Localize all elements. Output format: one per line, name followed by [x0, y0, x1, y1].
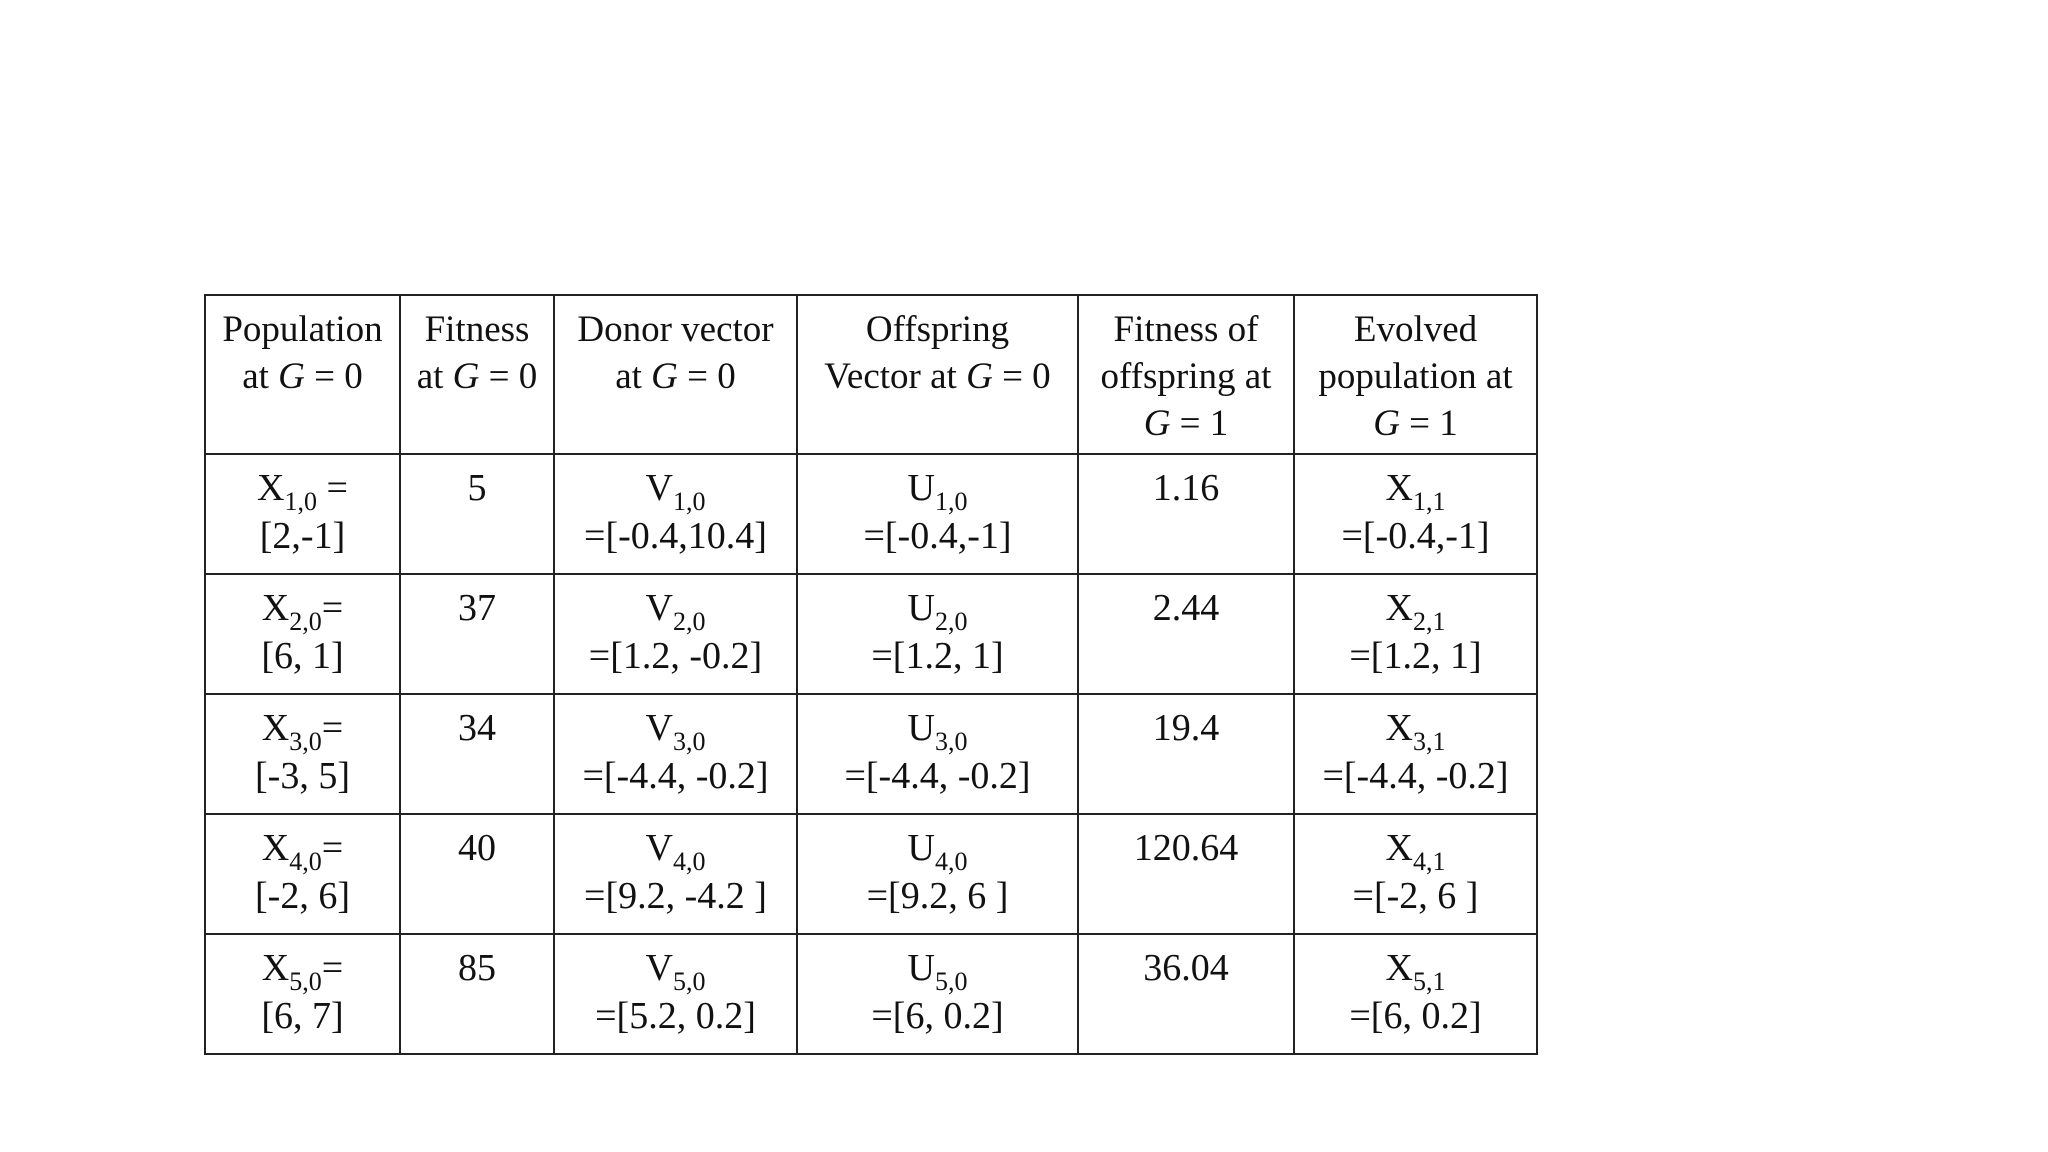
header-line: population at: [1318, 356, 1513, 397]
donor-vector-cell: [554, 934, 797, 1054]
header-offspring-fitness: [1078, 295, 1294, 454]
fitness-cell-value: 34: [458, 707, 496, 749]
table-row: [205, 574, 1537, 694]
vector-value: =[-4.4, -0.2]: [1322, 754, 1509, 797]
vector-subscript: 4,1: [1412, 847, 1446, 876]
evolution-table: [204, 294, 1538, 1055]
table-body: [205, 454, 1537, 1054]
offspring-fitness-cell-value: 2.44: [1152, 587, 1220, 629]
fitness-cell: [400, 574, 554, 694]
vector-symbol: V: [645, 947, 673, 989]
vector-symbol: X: [1385, 587, 1413, 629]
vector-symbol: U: [907, 707, 935, 749]
offspring-fitness-cell-value: 1.16: [1152, 467, 1220, 509]
evolved-population-cell: [1294, 814, 1537, 934]
header-evolved-population: [1294, 295, 1537, 454]
fitness-cell: [400, 814, 554, 934]
header-text: = 0: [479, 356, 538, 397]
header-row: [205, 295, 1537, 454]
vector-subscript: 3,0: [934, 727, 968, 756]
header-line: Fitness of: [1113, 309, 1259, 350]
vector-value: =[6, 0.2]: [871, 994, 1004, 1037]
header-text: = 0: [677, 356, 736, 397]
header-var: G: [1373, 403, 1400, 444]
offspring-fitness-cell-value: 120.64: [1133, 827, 1239, 869]
header-text: = 0: [992, 356, 1051, 397]
equals-sign: =: [317, 467, 348, 509]
header-text: = 0: [304, 356, 363, 397]
vector-symbol: X: [261, 947, 290, 989]
vector-value: =[-4.4, -0.2]: [844, 754, 1031, 797]
offspring-fitness-cell: [1078, 814, 1294, 934]
population-cell: [205, 934, 400, 1054]
fitness-cell: [400, 694, 554, 814]
vector-symbol: V: [645, 467, 673, 509]
header-line: Donor vector: [577, 309, 774, 350]
offspring-vector-cell: [797, 814, 1078, 934]
vector-symbol: V: [645, 587, 673, 629]
header-text: at: [615, 356, 652, 397]
header-text: at: [416, 356, 453, 397]
vector-subscript: 5,0: [672, 967, 706, 996]
fitness-cell-value: 85: [458, 947, 496, 989]
vector-subscript: 3,1: [1412, 727, 1446, 756]
vector-symbol: U: [907, 467, 935, 509]
vector-subscript: 2,0: [289, 607, 322, 636]
vector-subscript: 5,0: [934, 967, 968, 996]
equals-sign: =: [321, 947, 344, 989]
vector-value: =[-0.4,-1]: [863, 514, 1012, 557]
vector-subscript: 3,0: [672, 727, 706, 756]
fitness-cell: [400, 934, 554, 1054]
vector-subscript: 1,1: [1412, 487, 1446, 516]
table-row: [205, 454, 1537, 574]
vector-symbol: U: [907, 947, 935, 989]
donor-vector-cell: [554, 454, 797, 574]
offspring-vector-cell: [797, 694, 1078, 814]
offspring-fitness-cell: [1078, 934, 1294, 1054]
vector-subscript: 4,0: [934, 847, 968, 876]
header-line: Evolved: [1353, 309, 1478, 350]
offspring-vector-cell: [797, 454, 1078, 574]
header-donor-vector: [554, 295, 797, 454]
vector-value: =[-0.4,10.4]: [584, 514, 767, 557]
vector-value: =[1.2, -0.2]: [588, 634, 763, 677]
vector-symbol: X: [261, 587, 290, 629]
vector-value: =[6, 0.2]: [1349, 994, 1482, 1037]
header-var: G: [1143, 403, 1171, 444]
vector-subscript: 2,1: [1412, 607, 1446, 636]
vector-symbol: V: [645, 707, 673, 749]
population-cell: [205, 694, 400, 814]
evolved-population-cell: [1294, 694, 1537, 814]
evolved-population-cell: [1294, 574, 1537, 694]
vector-symbol: X: [1385, 467, 1413, 509]
evolved-population-cell: [1294, 934, 1537, 1054]
vector-subscript: 2,0: [934, 607, 968, 636]
equals-sign: =: [321, 707, 344, 749]
header-line: Population: [222, 309, 383, 350]
vector-subscript: 5,1: [1412, 967, 1446, 996]
header-offspring-vector: [797, 295, 1078, 454]
vector-symbol: X: [1385, 827, 1413, 869]
vector-value: =[1.2, 1]: [871, 634, 1004, 677]
donor-vector-cell: [554, 694, 797, 814]
evolved-population-cell: [1294, 454, 1537, 574]
donor-vector-cell: [554, 574, 797, 694]
population-cell: [205, 574, 400, 694]
vector-value: [-3, 5]: [255, 754, 350, 797]
header-text: Vector at: [824, 356, 967, 397]
vector-subscript: 3,0: [289, 727, 322, 756]
donor-vector-cell: [554, 814, 797, 934]
fitness-cell-value: 40: [458, 827, 496, 869]
vector-value: =[9.2, 6 ]: [866, 874, 1009, 917]
fitness-cell-value: 37: [458, 587, 496, 629]
vector-value: [6, 7]: [261, 994, 344, 1037]
vector-value: [6, 1]: [261, 634, 344, 677]
header-var: G: [966, 356, 993, 397]
vector-symbol: U: [907, 587, 935, 629]
offspring-fitness-cell-value: 36.04: [1143, 947, 1229, 989]
population-cell: [205, 454, 400, 574]
header-line: offspring at: [1100, 356, 1272, 397]
vector-value: =[-2, 6 ]: [1352, 874, 1479, 917]
header-var: G: [651, 356, 678, 397]
header-var: G: [452, 356, 480, 397]
vector-symbol: X: [257, 467, 285, 509]
vector-symbol: X: [1385, 707, 1413, 749]
vector-symbol: X: [261, 707, 290, 749]
offspring-vector-cell: [797, 934, 1078, 1054]
vector-subscript: 1,0: [284, 487, 317, 516]
fitness-cell-value: 5: [467, 467, 487, 509]
vector-value: =[-4.4, -0.2]: [582, 754, 769, 797]
vector-value: =[1.2, 1]: [1349, 634, 1482, 677]
vector-subscript: 5,0: [289, 967, 322, 996]
vector-symbol: X: [261, 827, 290, 869]
equals-sign: =: [321, 587, 344, 629]
vector-subscript: 4,0: [289, 847, 322, 876]
vector-value: =[5.2, 0.2]: [595, 994, 756, 1037]
header-text: = 1: [1399, 403, 1458, 444]
header-var: G: [278, 356, 305, 397]
header-text: = 1: [1170, 403, 1229, 444]
vector-value: =[9.2, -4.2 ]: [584, 874, 767, 917]
offspring-fitness-cell: [1078, 454, 1294, 574]
offspring-fitness-cell-value: 19.4: [1152, 707, 1220, 749]
equals-sign: =: [321, 827, 344, 869]
header-fitness: [400, 295, 554, 454]
vector-subscript: 2,0: [672, 607, 706, 636]
population-cell: [205, 814, 400, 934]
vector-subscript: 1,0: [934, 487, 968, 516]
table-row: [205, 934, 1537, 1054]
header-line: Fitness: [424, 309, 530, 350]
header-text: at: [242, 356, 279, 397]
vector-subscript: 4,0: [672, 847, 706, 876]
table-container: [204, 294, 1538, 1055]
vector-symbol: U: [907, 827, 935, 869]
offspring-vector-cell: [797, 574, 1078, 694]
vector-value: =[-0.4,-1]: [1341, 514, 1490, 557]
offspring-fitness-cell: [1078, 574, 1294, 694]
fitness-cell: [400, 454, 554, 574]
header-line: Offspring: [865, 309, 1010, 350]
vector-symbol: V: [645, 827, 673, 869]
vector-symbol: X: [1385, 947, 1413, 989]
vector-value: [2,-1]: [259, 514, 346, 557]
offspring-fitness-cell: [1078, 694, 1294, 814]
table-row: [205, 694, 1537, 814]
vector-value: [-2, 6]: [255, 874, 350, 917]
table-row: [205, 814, 1537, 934]
vector-subscript: 1,0: [672, 487, 706, 516]
header-population: [205, 295, 400, 454]
